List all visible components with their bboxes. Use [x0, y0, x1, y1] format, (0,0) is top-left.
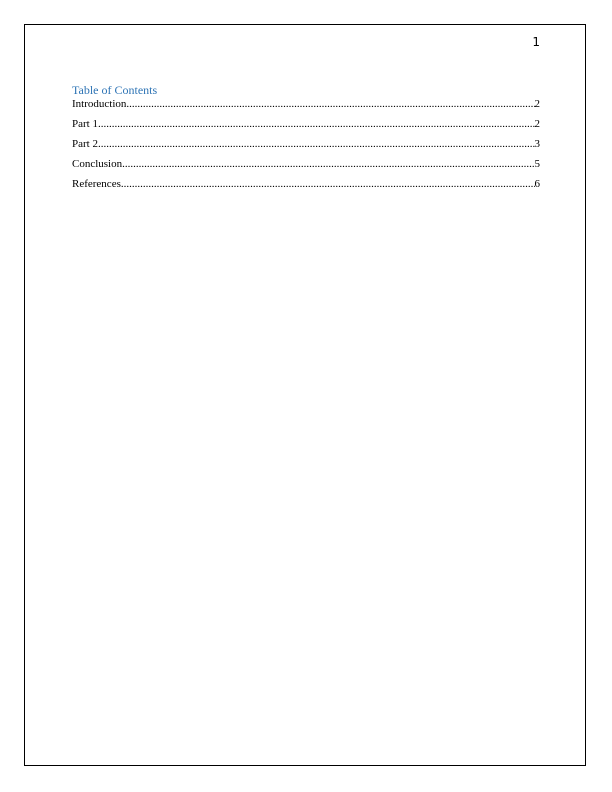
toc-dot-leader — [122, 158, 534, 170]
toc-dot-leader — [98, 118, 535, 130]
toc-entry-label: References — [72, 178, 121, 190]
toc-entry-part-1[interactable] — [72, 118, 540, 138]
toc-dot-leader — [121, 178, 535, 190]
toc-entry-page: 5 — [534, 158, 540, 170]
toc-list — [72, 98, 540, 198]
toc-entry-page: 2 — [534, 118, 540, 130]
toc-entry-label: Part 1 — [72, 118, 98, 130]
toc-entry-page: 2 — [534, 98, 540, 110]
toc-entry-references[interactable] — [72, 178, 540, 198]
toc-entry-conclusion[interactable] — [72, 158, 540, 178]
toc-entry-part-2[interactable] — [72, 138, 540, 158]
toc-entry-label: Conclusion — [72, 158, 123, 170]
toc-entry-page: 3 — [534, 138, 540, 150]
toc-dot-leader — [98, 138, 535, 150]
toc-entry-introduction[interactable] — [72, 98, 540, 118]
toc-dot-leader — [126, 98, 534, 110]
toc-entry-label: Part 2 — [72, 138, 98, 150]
page-number: 1 — [532, 35, 540, 49]
toc-entry-page: 6 — [534, 178, 540, 190]
toc-entry-label: Introduction — [72, 98, 127, 110]
toc-heading: Table of Contents — [72, 83, 158, 97]
